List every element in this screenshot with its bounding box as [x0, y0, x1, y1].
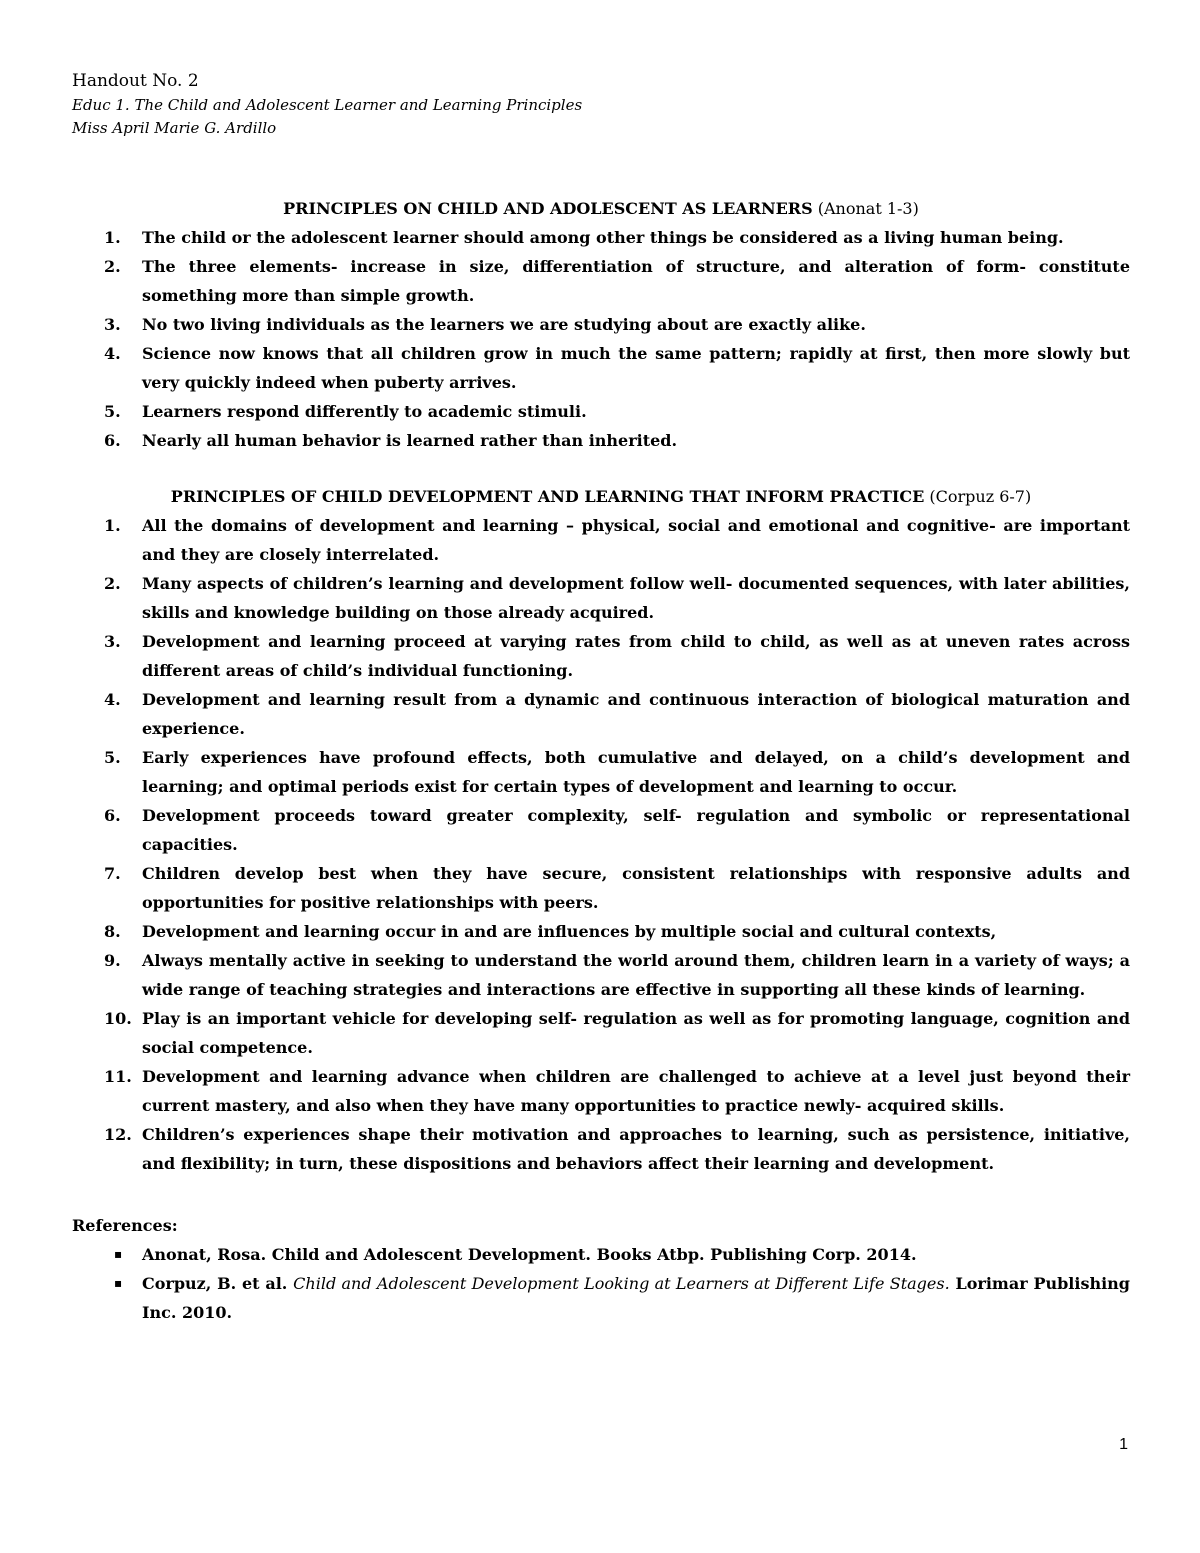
- item-text: Development proceeds toward greater complexity, self- regulation and symbolic or representational capacities.: [142, 806, 1130, 854]
- list-item: [72, 917, 1130, 946]
- item-number: 8.: [104, 922, 121, 941]
- square-bullet-icon: ▪: [114, 1247, 123, 1261]
- item-text: Children’s experiences shape their motivation and approaches to learning, such as persistence, initiative, and flexibility; in turn, these dispositions and behaviors affect their learning and development.: [142, 1125, 1130, 1173]
- item-number: 4.: [104, 690, 121, 709]
- list-item: [72, 1062, 1130, 1120]
- item-number: 3.: [104, 315, 121, 334]
- handout-number: Handout No. 2: [72, 71, 199, 91]
- reference-item: [72, 1269, 1130, 1327]
- reference-authors: Corpuz, B. et al.: [142, 1274, 288, 1293]
- list-item: [72, 511, 1130, 569]
- item-text: The child or the adolescent learner should among other things be considered as a living human being.: [142, 228, 1064, 247]
- square-bullet-icon: ▪: [114, 1276, 123, 1290]
- item-number: 1.: [104, 516, 121, 535]
- list-item: [72, 1004, 1130, 1062]
- list-item: [72, 1120, 1130, 1178]
- item-text: Science now knows that all children grow in much the same pattern; rapidly at first, then more slowly but very quickly indeed when puberty arrives.: [142, 344, 1130, 392]
- list-item: [72, 627, 1130, 685]
- course-title: Educ 1. The Child and Adolescent Learner and Learning Principles: [72, 96, 583, 114]
- page-number: 1: [1119, 1436, 1128, 1453]
- section-heading-source: (Anonat 1-3): [817, 199, 919, 218]
- item-number: 6.: [104, 431, 121, 450]
- list-item: [72, 859, 1130, 917]
- references-list: [72, 1240, 1130, 1327]
- list-item: [72, 946, 1130, 1004]
- section-heading-title: PRINCIPLES OF CHILD DEVELOPMENT AND LEARNING THAT INFORM PRACTICE: [170, 487, 925, 506]
- item-number: 12.: [104, 1125, 132, 1144]
- item-text: Learners respond differently to academic stimuli.: [142, 402, 587, 421]
- item-number: 2.: [104, 257, 121, 276]
- item-text: The three elements- increase in size, differentiation of structure, and alteration of form- constitute something more than simple growth.: [142, 257, 1130, 305]
- item-number: 4.: [104, 344, 121, 363]
- section-heading-title: PRINCIPLES ON CHILD AND ADOLESCENT AS LEARNERS: [283, 199, 813, 218]
- references-section: [72, 1211, 1130, 1327]
- item-number: 10.: [104, 1009, 132, 1028]
- list-item: [72, 397, 1130, 426]
- item-text: Early experiences have profound effects, both cumulative and delayed, on a child’s development and learning; and optimal periods exist for certain types of development and learning to occur.: [142, 748, 1130, 796]
- item-text: Development and learning result from a dynamic and continuous interaction of biological maturation and experience.: [142, 690, 1130, 738]
- reference-book-title: Child and Adolescent Development Looking at Learners at Different Life Stages.: [293, 1274, 950, 1293]
- instructor-name: Miss April Marie G. Ardillo: [72, 119, 277, 137]
- item-number: 2.: [104, 574, 121, 593]
- item-text: All the domains of development and learning – physical, social and emotional and cognitive- are important and they are closely interrelated.: [142, 516, 1130, 564]
- section-heading: [72, 482, 1130, 511]
- item-number: 5.: [104, 402, 121, 421]
- list-item: [72, 223, 1130, 252]
- section-heading-source: (Corpuz 6-7): [929, 487, 1032, 506]
- document-header: [72, 68, 1132, 140]
- item-number: 9.: [104, 951, 121, 970]
- item-text: Play is an important vehicle for developing self- regulation as well as for promoting language, cognition and social competence.: [142, 1009, 1130, 1057]
- list-item: [72, 339, 1130, 397]
- item-text: Nearly all human behavior is learned rather than inherited.: [142, 431, 678, 450]
- reference-text: Anonat, Rosa. Child and Adolescent Development. Books Atbp. Publishing Corp. 2014.: [142, 1245, 917, 1264]
- section-learner-principles: [72, 194, 1130, 455]
- list-item: [72, 252, 1130, 310]
- list-item: [72, 801, 1130, 859]
- item-number: 7.: [104, 864, 121, 883]
- item-number: 1.: [104, 228, 121, 247]
- list-item: [72, 743, 1130, 801]
- reference-publisher: Lorimar Publishing Inc. 2010.: [142, 1274, 1130, 1322]
- list-item: [72, 569, 1130, 627]
- item-text: Development and learning proceed at varying rates from child to child, as well as at uneven rates across different areas of child’s individual functioning.: [142, 632, 1130, 680]
- item-text: Many aspects of children’s learning and development follow well- documented sequences, with later abilities, skills and knowledge building on those already acquired.: [142, 574, 1130, 622]
- reference-item: [72, 1240, 1130, 1269]
- section-heading: [72, 194, 1130, 223]
- list-item: [72, 310, 1130, 339]
- section-development-principles: [72, 482, 1130, 1178]
- item-number: 5.: [104, 748, 121, 767]
- item-number: 6.: [104, 806, 121, 825]
- item-number: 3.: [104, 632, 121, 651]
- list-item: [72, 426, 1130, 455]
- principle-list: [72, 511, 1130, 1178]
- item-number: 11.: [104, 1067, 132, 1086]
- item-text: Children develop best when they have secure, consistent relationships with responsive adults and opportunities for positive relationships with peers.: [142, 864, 1130, 912]
- item-text: Development and learning occur in and are influences by multiple social and cultural contexts,: [142, 922, 997, 941]
- item-text: Always mentally active in seeking to understand the world around them, children learn in a variety of ways; a wide range of teaching strategies and interactions are effective in supporting all these kinds of learning.: [142, 951, 1130, 999]
- item-text: No two living individuals as the learners we are studying about are exactly alike.: [142, 315, 866, 334]
- references-heading: References:: [72, 1216, 178, 1235]
- list-item: [72, 685, 1130, 743]
- principle-list: [72, 223, 1130, 455]
- item-text: Development and learning advance when children are challenged to achieve at a level just beyond their current mastery, and also when they have many opportunities to practice newly- acquired skills.: [142, 1067, 1130, 1115]
